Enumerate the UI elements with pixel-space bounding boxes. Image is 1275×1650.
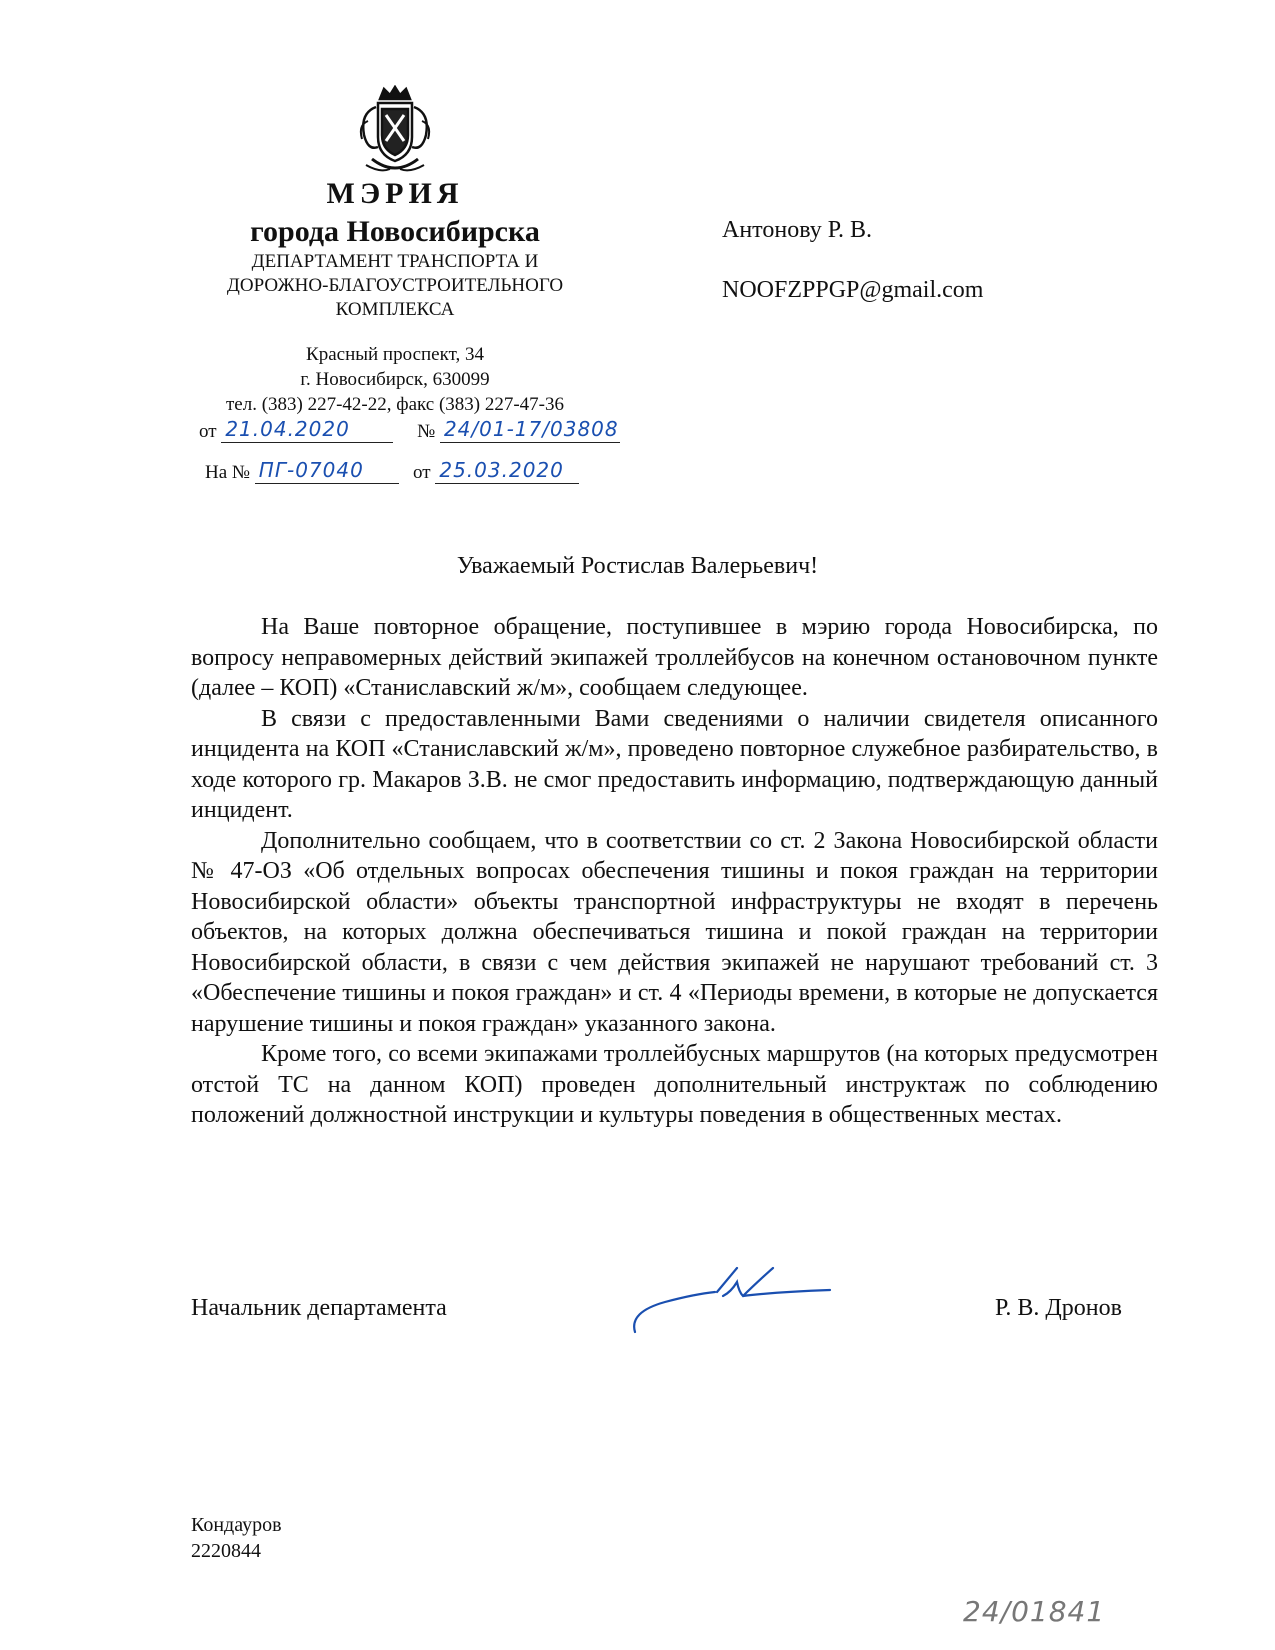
from-label: от [199,421,217,442]
address-line-2: г. Новосибирск, 630099 [300,368,490,390]
executor-phone: 2220844 [191,1540,261,1562]
reply-from-label: от [413,462,431,483]
signatory-name: Р. В. Дронов [995,1295,1122,1321]
coat-of-arms-emblem [350,85,440,180]
paragraph: Дополнительно сообщаем, что в соответствии со ст. 2 Закона Новосибирской области № 47-ОЗ «Об отдельных вопросах обеспечения тишины и покоя граждан на территории Новосибирской области» объекты транспортной инфраструктуры не входят в перечень объектов, на которых должна обеспечиваться тишина и покой граждан на территории Новосибирской области, в связи с чем действия экипажей не нарушают требований ст. 3 «Обеспечение тишины и покоя граждан» и ст. 4 «Периоды времени, в которые не допускается нарушение тишины и покоя граждан» указанного закона. [191,827,1158,1037]
reply-registration [205,459,579,484]
outgoing-registration [199,418,620,443]
executor-name: Кондауров [191,1514,282,1536]
reply-label: На № [205,462,251,483]
department-line-3: КОМПЛЕКСА [335,298,455,320]
department-line-2: ДОРОЖНО-БЛАГОУСТРОИТЕЛЬНОГО [226,274,564,296]
org-city: города Новосибирска [250,215,540,248]
department-line-1: ДЕПАРТАМЕНТ ТРАНСПОРТА И [251,251,539,272]
executor-block [191,1512,282,1564]
outgoing-number: 24/01-17/03808 [440,418,620,443]
salutation: Уважаемый Ростислав Валерьевич! [456,553,819,579]
address-line-1: Красный проспект, 34 [306,344,484,366]
signatory-position: Начальник департамента [191,1295,447,1321]
handwritten-signature [625,1262,835,1342]
number-label: № [417,421,436,442]
addressee-block [722,217,983,304]
reply-number: ПГ-07040 [255,459,399,484]
outgoing-date: 21.04.2020 [221,418,393,443]
paragraph: Кроме того, со всеми экипажами троллейбусных маршрутов (на которых предусмотрен отстой ТС на данном КОП) проведен дополнительный инструктаж по соблюдению положений должностной инструкции и культуры поведения в общественных местах. [191,1041,1158,1128]
org-name: МЭРИЯ [326,177,464,210]
incoming-number-stamp: 24/01841 [963,1595,1106,1628]
letterhead [185,176,605,417]
paragraph: На Ваше повторное обращение, поступившее в мэрию города Новосибирска, по вопросу неправомерных действий экипажей троллейбусов на конечном остановочном пункте (далее – КОП) «Станиславский ж/м», сообщаем следующее. [191,614,1158,701]
paragraph: В связи с предоставленными Вами сведениями о наличии свидетеля описанного инцидента на КОП «Станиславский ж/м», проведено повторное служебное разбирательство, в ходе которого гр. Макаров З.В. не смог предоставить информацию, подтверждающую данный инцидент. [191,705,1158,823]
reply-date: 25.03.2020 [435,459,579,484]
addressee-email: NOOFZPPGP@gmail.com [722,277,984,303]
phone-line: тел. (383) 227-42-22, факс (383) 227-47-36 [225,393,565,415]
addressee-name: Антонову Р. В. [722,217,873,243]
letter-body [191,612,1158,1131]
